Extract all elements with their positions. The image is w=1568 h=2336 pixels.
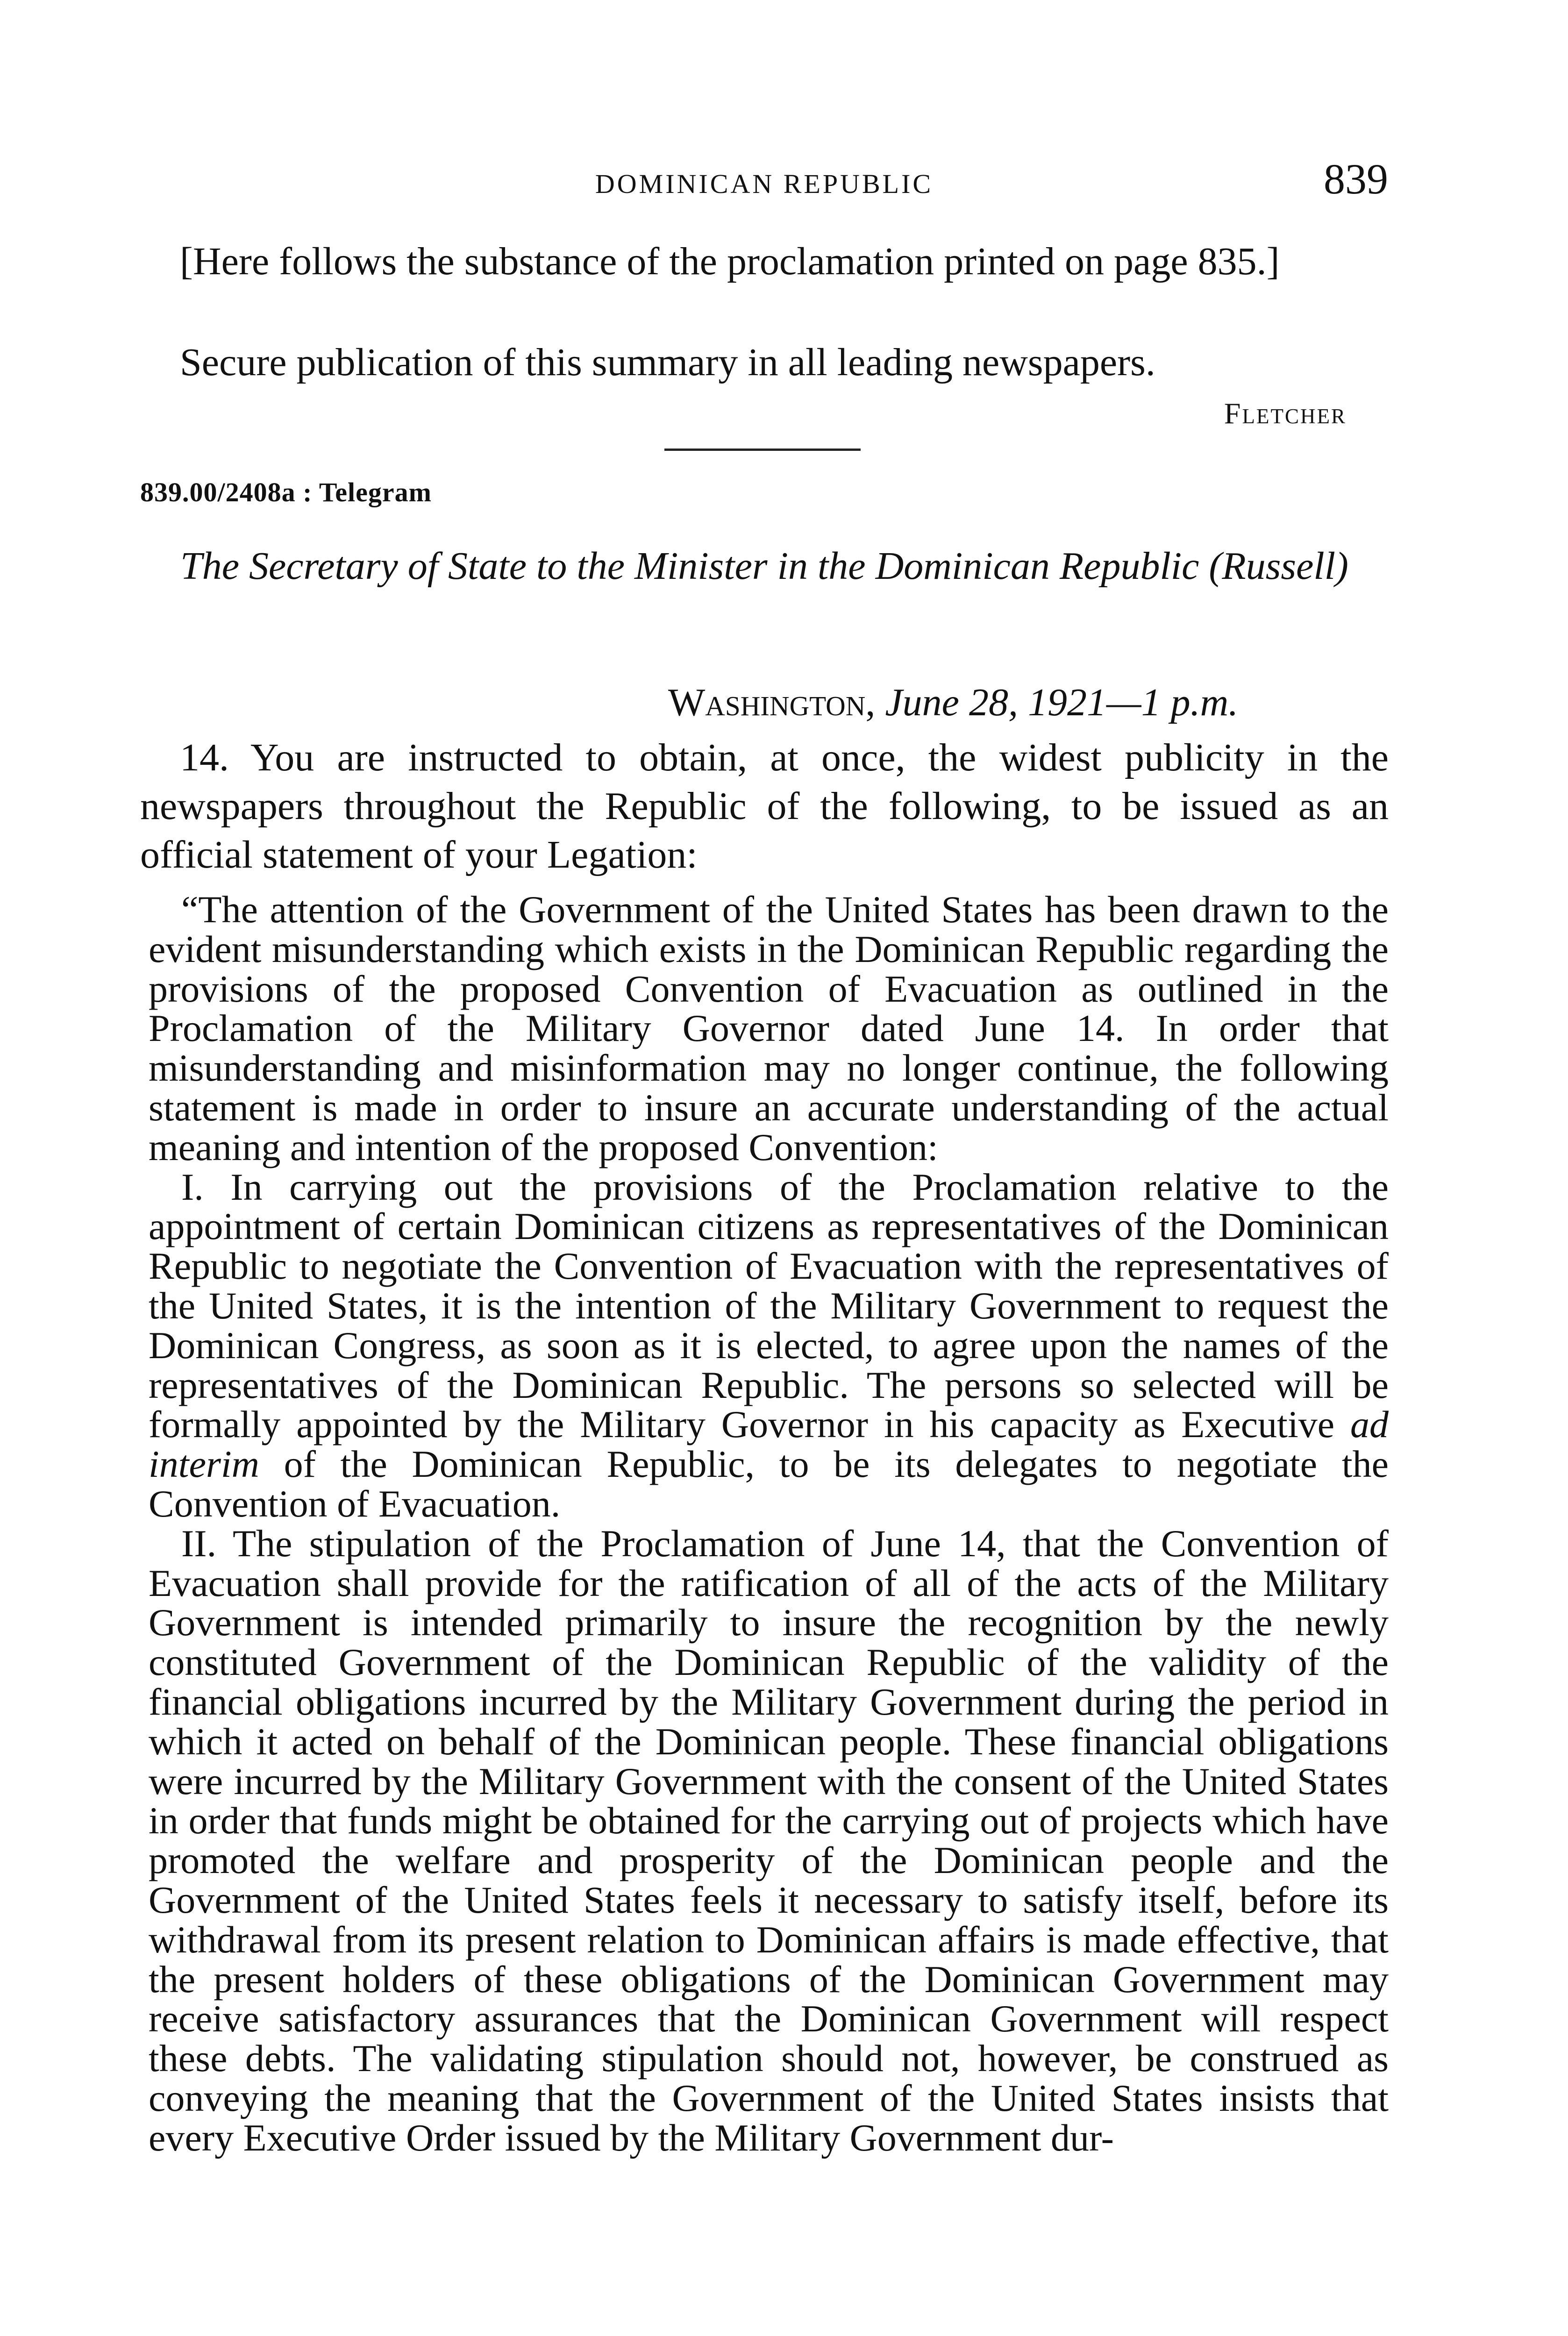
- document-heading: The Secretary of State to the Minister in the Dominican Republic (Russell): [180, 544, 1349, 588]
- opening-paragraph: 14. You are instructed to obtain, at once, the widest publicity in the newspapers throughout the Republic of the following, to be issued as an official statement of your Legation:: [140, 736, 1389, 876]
- point-1-text: I. In carrying out the provisions of the Proclamation relative to the appointment of certain Dominican citizens as representatives of the Dominican Republic to negotiate the Convention of Evacuation with the representatives of the United States, it is the intention of the Military Government to request the Dominican Congress, as soon as it is elected, to agree upon the names of the representatives of the Dominican Republic. The persons so selected will be formally appointed by the Military Governor in his capacity as Executive: [149, 1165, 1389, 1446]
- dateline-place: Washington,: [668, 681, 876, 724]
- point-1-text-end: of the Dominican Republic, to be its delegates to negotiate the Convention of Evacuation.: [149, 1443, 1389, 1525]
- point-1-italic: ad interim: [149, 1403, 1389, 1486]
- publication-instruction: Secure publication of this summary in all leading newspapers.: [180, 341, 1155, 384]
- file-reference: 839.00/2408a : Telegram: [140, 477, 432, 507]
- running-head: [140, 154, 1388, 201]
- signature-fletcher: Fletcher: [1224, 397, 1347, 430]
- section-divider: [664, 449, 861, 451]
- statement-point-1: [149, 1165, 1389, 1525]
- official-statement: [149, 890, 1389, 2158]
- statement-point-2: II. The stipulation of the Proclamation of June 14, that the Convention of Evacuation shall provide for the ratification of all of the acts of the Military Government is intended primarily to insure the recognition by the newly constituted Government of the Dominican Republic of the validity of the financial obligations incurred by the Military Government during the period in which it acted on behalf of the Dominican people. These financial obligations were incurred by the Military Government with the consent of the United States in order that funds might be obtained for the carrying out of projects which have promoted the welfare and prosperity of the Dominican people and the Government of the United States feels it necessary to satisfy itself, before its withdrawal from its present relation to Dominican affairs is made effective, that the present holders of these obligations of the Dominican Government may receive satisfactory assurances that the Dominican Government will respect these debts. The validating stipulation should not, however, be construed as conveying the meaning that the Government of the United States insists that every Executive Order issued by the Military Government dur-: [149, 1522, 1389, 2159]
- page-number: 839: [1324, 155, 1388, 203]
- dateline: [668, 680, 1238, 725]
- running-title: DOMINICAN REPUBLIC: [595, 169, 934, 199]
- substance-note: [Here follows the substance of the proclamation printed on page 835.]: [180, 240, 1280, 283]
- statement-intro: “The attention of the Government of the United States has been drawn to the evident misunderstanding which exists in the Dominican Republic regarding the provisions of the proposed Convention of Evacuation as outlined in the Proclamation of the Military Governor dated June 14. In order that misunderstanding and misinformation may no longer continue, the following statement is made in order to insure an accurate understanding of the actual meaning and intention of the proposed Convention:: [149, 888, 1389, 1168]
- dateline-date: June 28, 1921—1 p.m.: [885, 681, 1239, 724]
